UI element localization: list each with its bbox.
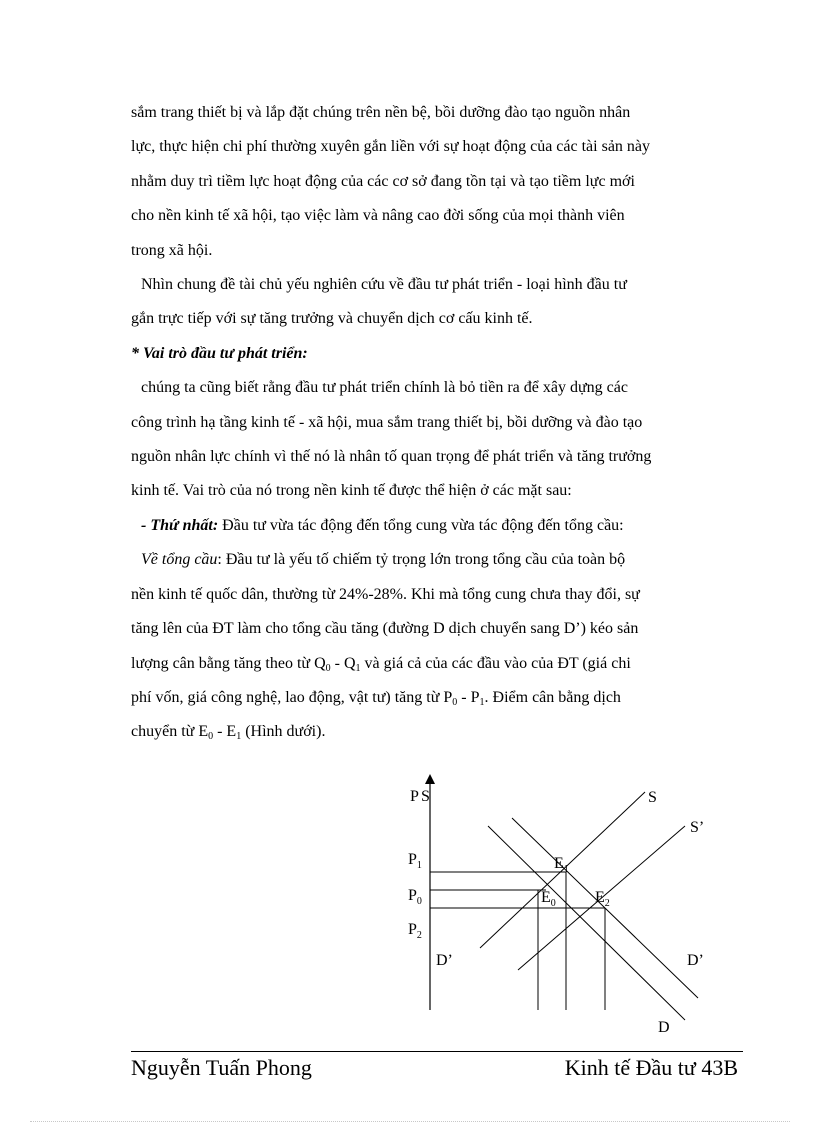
text-line bbox=[131, 234, 741, 268]
text-line bbox=[131, 165, 741, 199]
curve-label-d-prime-right: D’ bbox=[687, 952, 704, 969]
line-text: lực, thực hiện chi phí thường xuyên gắn liền với sự hoạt động của các tài sản này bbox=[131, 138, 651, 156]
subscript: 1 bbox=[479, 696, 485, 708]
text-segment: và giá cả của các đầu vào của ĐT (giá chi bbox=[360, 654, 631, 672]
equilibrium-label-e0: $E_0$ bbox=[541, 889, 556, 909]
text-segment: chuyển từ E bbox=[131, 723, 209, 741]
price-level-label: $P_2$ bbox=[408, 921, 422, 941]
page-bottom-border bbox=[30, 1121, 790, 1122]
text-line bbox=[131, 130, 741, 164]
line-text: nền kinh tế quốc dân, thường từ 24%-28%. Khi mà tổng cung chưa thay đổi, sự bbox=[131, 585, 640, 603]
text-segment: . Điểm cân bằng dịch bbox=[484, 688, 621, 706]
line-text bbox=[131, 715, 325, 749]
subscript: 1 bbox=[355, 662, 361, 674]
text-line bbox=[131, 681, 741, 715]
text-line bbox=[131, 474, 741, 508]
footer-divider bbox=[131, 1051, 743, 1052]
curve-label-s-prime: S’ bbox=[690, 819, 705, 836]
line-text: cho nền kinh tế xã hội, tạo việc làm và nâng cao đời sống của mọi thành viên bbox=[131, 207, 625, 225]
text-line bbox=[131, 578, 741, 612]
footer-class: Kinh tế Đầu tư 43B bbox=[564, 1055, 738, 1080]
text-line bbox=[131, 543, 741, 577]
subscript: 0 bbox=[208, 731, 214, 743]
line-text: kinh tế. Vai trò của nó trong nền kinh tế được thể hiện ở các mặt sau: bbox=[131, 482, 572, 500]
text-segment: phí vốn, giá công nghệ, lao động, vật tư) tăng từ P bbox=[131, 688, 453, 706]
curve-label-s: S bbox=[648, 789, 657, 806]
line-text: gắn trực tiếp với sự tăng trưởng và chuyển dịch cơ cấu kinh tế. bbox=[131, 310, 533, 328]
text-line bbox=[131, 199, 741, 233]
text-line bbox=[131, 440, 741, 474]
text-line bbox=[131, 96, 741, 130]
text-line bbox=[131, 509, 741, 543]
line-text: công trình hạ tầng kinh tế - xã hội, mua sắm trang thiết bị, bồi dưỡng và đào tạo bbox=[131, 413, 643, 431]
text-segment: - P bbox=[457, 688, 480, 706]
text-segment: (Hình dưới). bbox=[241, 723, 326, 741]
footer-author: Nguyễn Tuấn Phong bbox=[131, 1055, 312, 1080]
demand-curve-d-prime bbox=[488, 826, 685, 1020]
text-line bbox=[131, 715, 741, 749]
equilibrium-label-e2: $E_2$ bbox=[595, 889, 610, 909]
line-text: chúng ta cũng biết rằng đầu tư phát triển chính là bỏ tiền ra để xây dựng các bbox=[141, 379, 628, 397]
dash-prefix: - bbox=[141, 516, 151, 534]
curve-label-d: D bbox=[658, 1019, 670, 1036]
section-heading bbox=[131, 337, 741, 371]
demand-text: : Đầu tư là yếu tố chiếm tỷ trọng lớn trong tổng cầu của toàn bộ bbox=[217, 551, 626, 569]
axis-label-s: S bbox=[421, 788, 430, 805]
axis-arrow-icon bbox=[425, 774, 435, 784]
price-level-label: $P_0$ bbox=[408, 887, 422, 907]
text-segment: - Q bbox=[330, 654, 356, 672]
line-text: Nhìn chung đề tài chủ yếu nghiên cứu về đầu tư phát triển - loại hình đầu tư bbox=[141, 276, 627, 294]
heading-text: * Vai trò đầu tư phát triển: bbox=[131, 344, 308, 362]
subscript: 0 bbox=[452, 696, 458, 708]
line-text bbox=[141, 509, 624, 543]
axis-label-p: P bbox=[410, 788, 419, 805]
supply-demand-diagram bbox=[380, 770, 720, 1040]
subscript: 0 bbox=[325, 662, 331, 674]
line-text: nhằm duy trì tiềm lực hoạt động của các cơ sở đang tồn tại và tạo tiềm lực mới bbox=[131, 172, 635, 190]
text-line bbox=[131, 647, 741, 681]
line-text bbox=[131, 681, 621, 715]
line-text: tăng lên của ĐT làm cho tổng cầu tăng (đường D dịch chuyển sang D’) kéo sản bbox=[131, 620, 639, 638]
curve-label-d-prime-left: D’ bbox=[436, 952, 453, 969]
subscript: 1 bbox=[236, 731, 242, 743]
line-text: sắm trang thiết bị và lắp đặt chúng trên nền bệ, bồi dưỡng đào tạo nguồn nhân bbox=[131, 104, 631, 121]
text-line bbox=[131, 268, 741, 302]
text-segment: lượng cân bằng tăng theo từ Q bbox=[131, 654, 326, 672]
demand-label: Về tổng cầu bbox=[141, 551, 218, 569]
text-line bbox=[131, 371, 741, 405]
text-line bbox=[131, 612, 741, 646]
line-text bbox=[131, 647, 631, 681]
line-text bbox=[141, 543, 625, 577]
body-text bbox=[131, 96, 741, 750]
diagram-svg bbox=[380, 770, 720, 1040]
line-text: nguồn nhân lực chính vì thế nó là nhân tố quan trọng để phát triển và tăng trưởng bbox=[131, 448, 652, 466]
text-line bbox=[131, 406, 741, 440]
first-label: Thứ nhất: bbox=[150, 516, 219, 534]
first-text: Đầu tư vừa tác động đến tổng cung vừa tác động đến tổng cầu: bbox=[218, 516, 624, 534]
text-segment: - E bbox=[213, 723, 237, 741]
text-line bbox=[131, 302, 741, 336]
line-text: trong xã hội. bbox=[131, 241, 213, 259]
price-level-label: $P_1$ bbox=[408, 851, 422, 871]
equilibrium-label-e1: $E_1$ bbox=[554, 855, 569, 875]
